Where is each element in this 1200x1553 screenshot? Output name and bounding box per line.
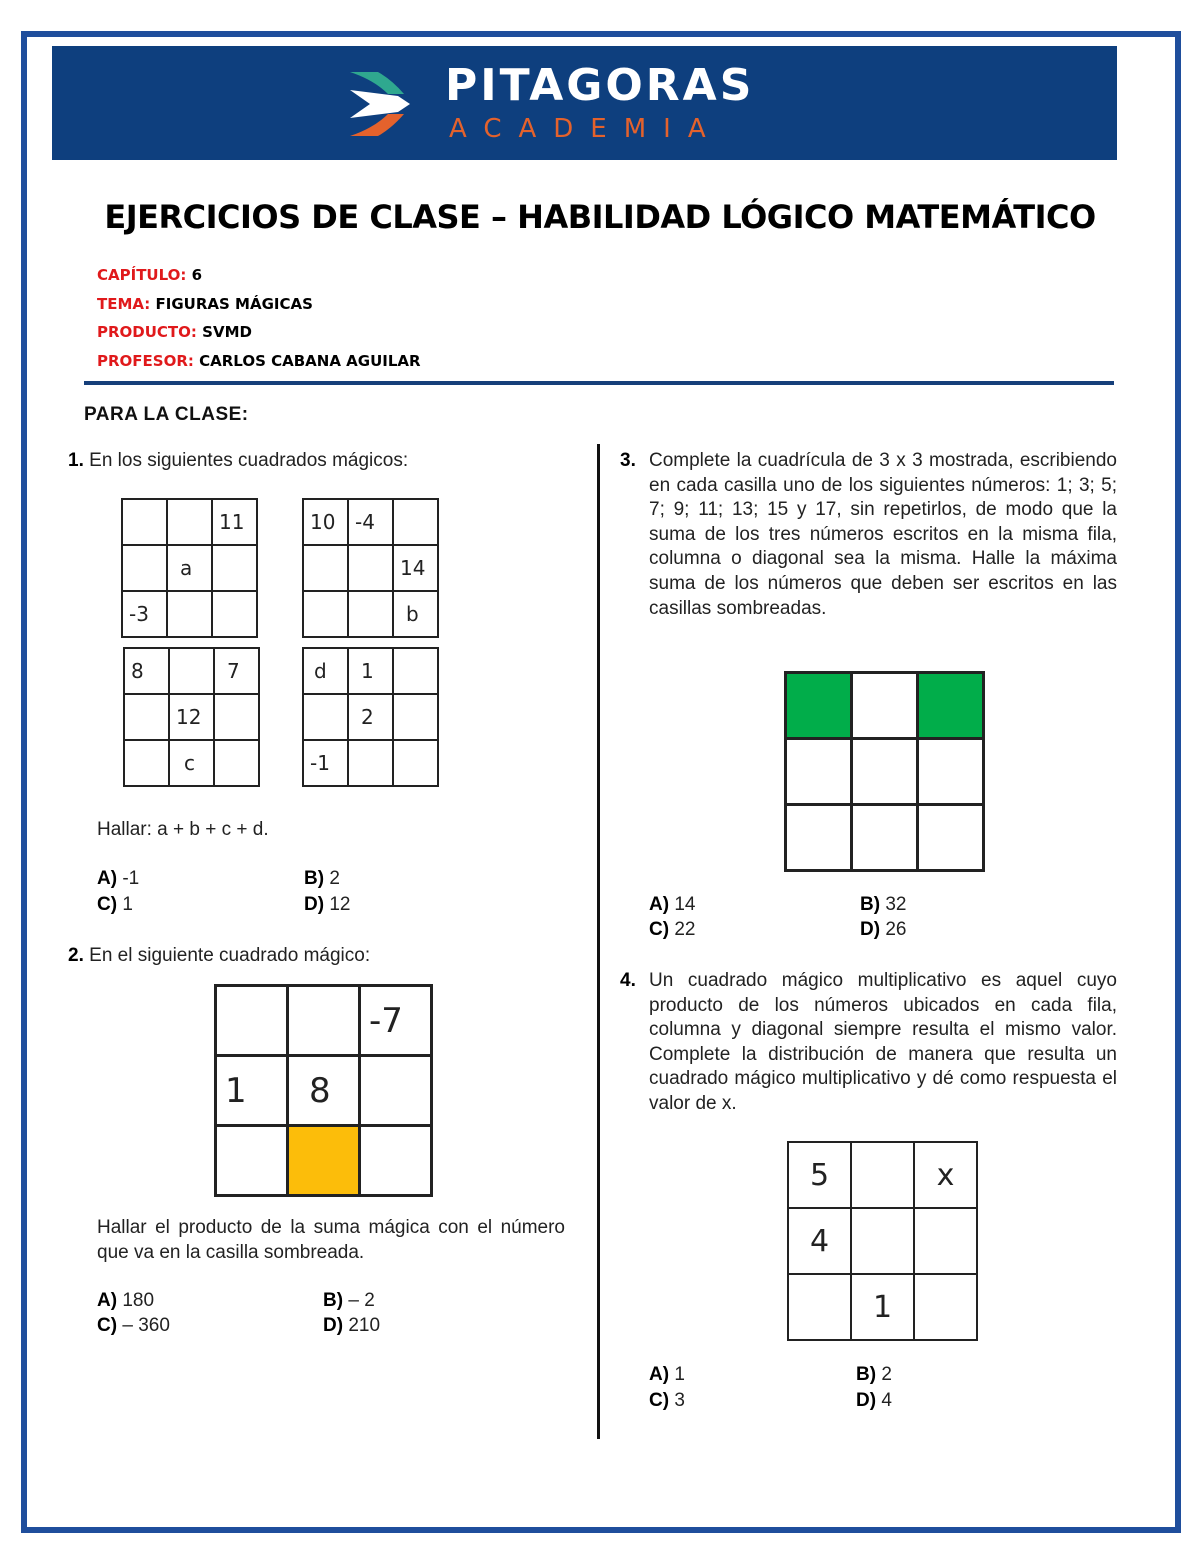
q4-option-d[interactable]: D) 4: [856, 1390, 892, 1411]
q1-option-c[interactable]: C) 1: [97, 894, 133, 915]
pitagoras-logo-icon: [348, 68, 430, 140]
meta-capitulo: CAPÍTULO: 6: [97, 266, 203, 284]
q4-magic-square: 5 x 4 1: [787, 1141, 978, 1341]
q3-shaded-cell: [786, 673, 852, 739]
q2-magic-square: -7 1 8: [214, 984, 433, 1197]
meta-producto: PRODUCTO: SVMD: [97, 323, 252, 341]
q1-prompt: 1. En los siguientes cuadrados mágicos:: [68, 450, 409, 471]
q1-option-a[interactable]: A) -1: [97, 868, 140, 889]
header-divider: [84, 381, 1114, 385]
section-title: PARA LA CLASE:: [84, 404, 249, 425]
q2-prompt: 2. En el siguiente cuadrado mágico:: [68, 945, 371, 966]
q4-option-c[interactable]: C) 3: [649, 1390, 685, 1411]
q1-magic-square-c: 8 7 12 c: [123, 647, 260, 787]
q2-option-d[interactable]: D) 210: [323, 1315, 381, 1336]
q2-option-b[interactable]: B) – 2: [323, 1290, 375, 1311]
q4-option-b[interactable]: B) 2: [856, 1364, 892, 1385]
q2-option-a[interactable]: A) 180: [97, 1290, 155, 1311]
column-divider: [597, 444, 600, 1439]
q3-grid: [784, 671, 985, 872]
q3-option-d[interactable]: D) 26: [860, 919, 907, 940]
q3-shaded-cell: [918, 673, 984, 739]
q4-number: 4.: [620, 970, 636, 991]
q3-option-a[interactable]: A) 14: [649, 894, 696, 915]
q4-option-a[interactable]: A) 1: [649, 1364, 685, 1385]
q4-prompt: Un cuadrado mágico multiplicativo es aquel cuyo producto de los números ubicados en cada fila, columna y diagonal siempre resulta el mismo valor. Complete la distribución de manera que resulta un cuadrado mágico multiplicativo y dé como respuesta el valor de x.: [649, 970, 1117, 1114]
q3-option-b[interactable]: B) 32: [860, 894, 907, 915]
q1-magic-square-d: d 1 2 -1: [302, 647, 439, 787]
q2-option-c[interactable]: C) – 360: [97, 1315, 170, 1336]
q1-magic-square-a: 11 a -3: [121, 498, 258, 638]
q3-option-c[interactable]: C) 22: [649, 919, 696, 940]
brand-name: PITAGORAS: [445, 60, 755, 111]
meta-profesor: PROFESOR: CARLOS CABANA AGUILAR: [97, 352, 421, 370]
meta-tema: TEMA: FIGURAS MÁGICAS: [97, 295, 313, 313]
q1-magic-square-b: 10 -4 14 b: [302, 498, 439, 638]
q1-question: Hallar: a + b + c + d.: [97, 819, 269, 840]
document-title: EJERCICIOS DE CLASE – HABILIDAD LÓGICO MATEMÁTICO: [104, 198, 1096, 236]
header-banner: [52, 46, 1117, 160]
q1-option-b[interactable]: B) 2: [304, 868, 340, 889]
q2-question: Hallar el producto de la suma mágica con el número que va en la casilla sombreada.: [97, 1217, 565, 1263]
q1-option-d[interactable]: D) 12: [304, 894, 351, 915]
q2-shaded-cell: [288, 1126, 360, 1196]
q3-prompt: Complete la cuadrícula de 3 x 3 mostrada, escribiendo en cada casilla uno de los siguientes números: 1; 3; 5; 7; 9; 11; 13; 15 y 17, sin repetirlos, de modo que la suma de los tres números escritos en la misma fila, columna o diagonal sea la misma. Halle la máxima suma de los números que deben ser escritos en las casillas sombreadas.: [649, 450, 1117, 619]
brand-subtitle: ACADEMIA: [449, 114, 723, 144]
q3-number: 3.: [620, 450, 636, 471]
